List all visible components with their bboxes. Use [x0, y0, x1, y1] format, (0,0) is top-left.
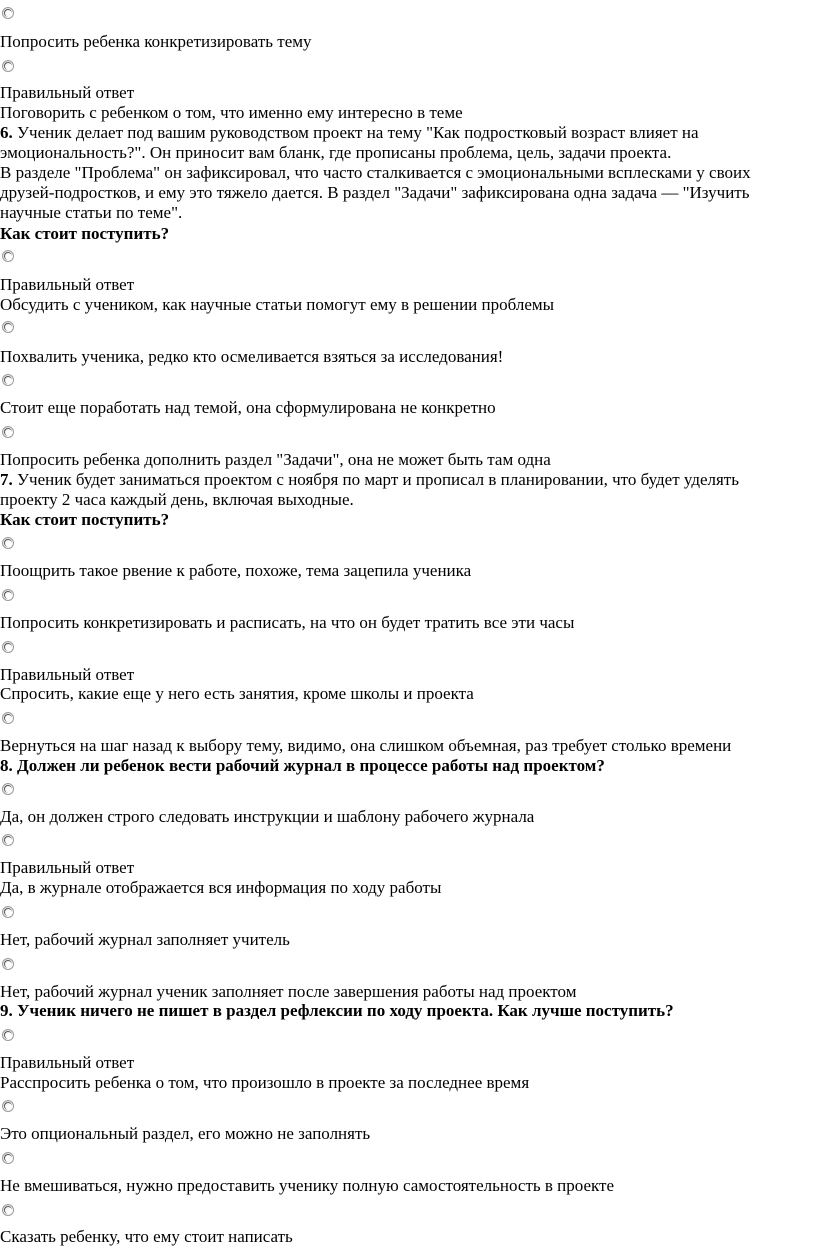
- question-6-text: научные статьи по теме".: [0, 203, 183, 222]
- answer-option: Спросить, какие еще у него есть занятия, кроме школы и проекта: [0, 684, 474, 703]
- answer-option: Поговорить с ребенком о том, что именно ему интересно в теме: [0, 103, 463, 122]
- radio-button[interactable]: [2, 250, 14, 262]
- answer-option: Расспросить ребенка о том, что произошло в проекте за последнее время: [0, 1073, 530, 1092]
- answer-option: Попросить ребенка конкретизировать тему: [0, 32, 312, 51]
- radio-button[interactable]: [2, 712, 14, 724]
- radio-button[interactable]: [2, 589, 14, 601]
- question-9-title: 9. Ученик ничего не пишет в раздел рефлексии по ходу проекта. Как лучше поступить?: [0, 1001, 674, 1020]
- answer-option: Попросить конкретизировать и расписать, на что он будет тратить все эти часы: [0, 613, 575, 632]
- question-7-text: проекту 2 часа каждый день, включая выходные.: [0, 490, 354, 509]
- question-6-text: В разделе "Проблема" он зафиксировал, что часто сталкивается с эмоциональными всплесками у своих: [0, 163, 751, 182]
- answer-option: Обсудить с учеником, как научные статьи помогут ему в решении проблемы: [0, 295, 555, 314]
- question-7-text: 7. Ученик будет заниматься проектом с ноября по март и прописал в планировании, что будет уделять: [0, 470, 739, 489]
- question-8-title: 8. Должен ли ребенок вести рабочий журнал в процессе работы над проектом?: [0, 756, 605, 775]
- radio-button[interactable]: [2, 906, 14, 918]
- answer-option: Не вмешиваться, нужно предоставить ученику полную самостоятельность в проекте: [0, 1176, 615, 1195]
- question-6-text: друзей-подростков, и ему это тяжело дается. В раздел "Задачи" зафиксирована одна задача — "Изучить: [0, 183, 750, 202]
- answer-option: Да, он должен строго следовать инструкции и шаблону рабочего журнала: [0, 807, 535, 826]
- radio-button[interactable]: [2, 321, 14, 333]
- correct-answer-label: Правильный ответ: [0, 1053, 135, 1072]
- answer-option: Вернуться на шаг назад к выбору тему, видимо, она слишком объемная, раз требует столько времени: [0, 736, 732, 755]
- correct-answer-label: Правильный ответ: [0, 275, 135, 294]
- answer-option: Нет, рабочий журнал ученик заполняет после завершения работы над проектом: [0, 982, 577, 1001]
- radio-button[interactable]: [2, 426, 14, 438]
- radio-button[interactable]: [2, 7, 14, 19]
- radio-button[interactable]: [2, 641, 14, 653]
- radio-button[interactable]: [2, 60, 14, 72]
- radio-button[interactable]: [2, 1152, 14, 1164]
- radio-button[interactable]: [2, 537, 14, 549]
- answer-option: Похвалить ученика, редко кто осмеливается взяться за исследования!: [0, 347, 504, 366]
- correct-answer-label: Правильный ответ: [0, 858, 135, 877]
- radio-button[interactable]: [2, 1029, 14, 1041]
- question-prompt: Как стоит поступить?: [0, 224, 170, 243]
- radio-button[interactable]: [2, 783, 14, 795]
- answer-option: Стоит еще поработать над темой, она сформулирована не конкретно: [0, 398, 496, 417]
- radio-button[interactable]: [2, 1204, 14, 1216]
- radio-button[interactable]: [2, 958, 14, 970]
- question-prompt: Как стоит поступить?: [0, 510, 170, 529]
- answer-option: Сказать ребенку, что ему стоит написать: [0, 1227, 293, 1246]
- question-6-text: эмоциональность?". Он приносит вам бланк, где прописаны проблема, цель, задачи проекта.: [0, 143, 672, 162]
- correct-answer-label: Правильный ответ: [0, 83, 135, 102]
- answer-option: Попросить ребенка дополнить раздел "Задачи", она не может быть там одна: [0, 450, 551, 469]
- question-6-text: 6. Ученик делает под вашим руководством проект на тему "Как подростковый возраст влияет на: [0, 123, 699, 142]
- question-number: 7.: [0, 470, 13, 489]
- answer-option: Поощрить такое рвение к работе, похоже, тема зацепила ученика: [0, 561, 472, 580]
- question-number: 6.: [0, 123, 13, 142]
- radio-button[interactable]: [2, 834, 14, 846]
- radio-button[interactable]: [2, 1100, 14, 1112]
- answer-option: Да, в журнале отображается вся информация по ходу работы: [0, 878, 442, 897]
- radio-button[interactable]: [2, 374, 14, 386]
- correct-answer-label: Правильный ответ: [0, 665, 135, 684]
- answer-option: Это опциональный раздел, его можно не заполнять: [0, 1124, 371, 1143]
- answer-option: Нет, рабочий журнал заполняет учитель: [0, 930, 290, 949]
